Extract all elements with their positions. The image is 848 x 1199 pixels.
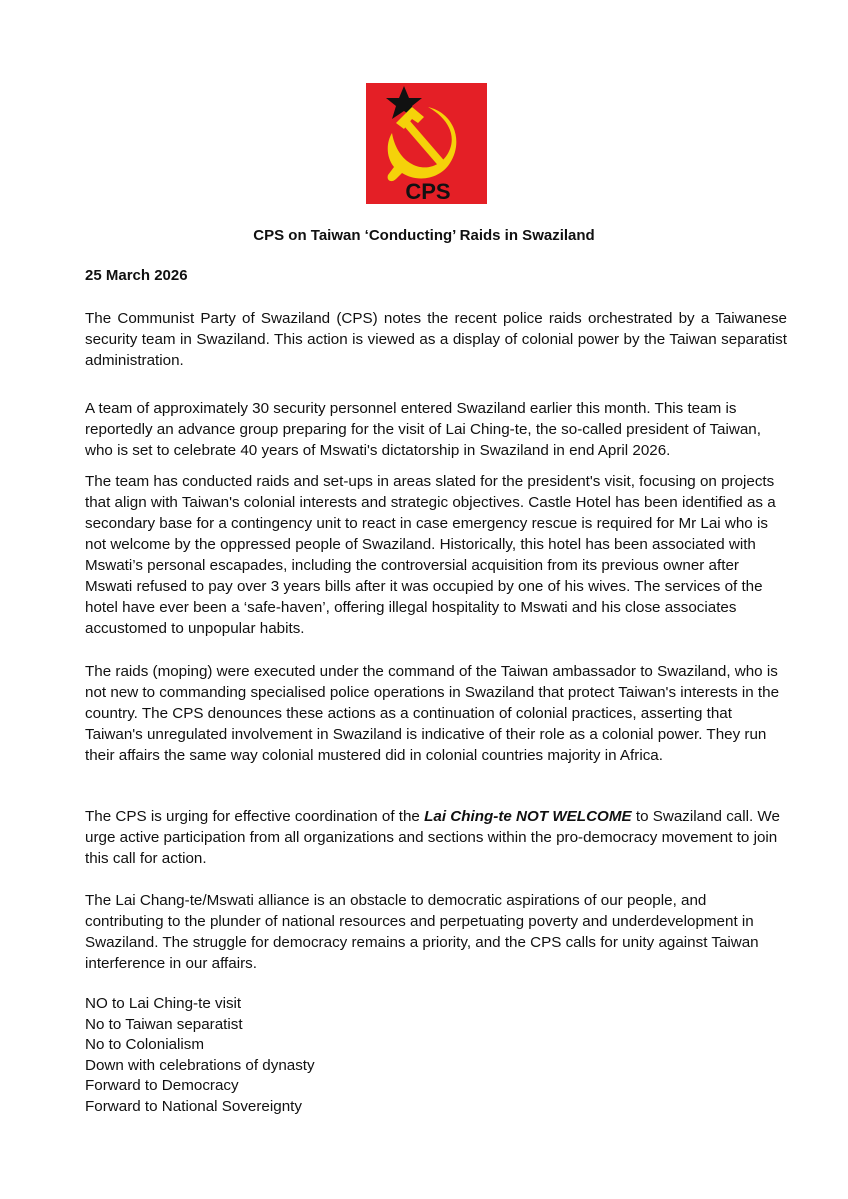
slogan-item: NO to Lai Ching-te visit: [85, 995, 242, 1012]
slogan-item: Down with celebrations of dynasty: [85, 1056, 315, 1074]
slogan-item: No to Colonialism: [85, 1036, 205, 1053]
paragraph-call-to-action: [85, 806, 787, 869]
logo-text: CPS: [405, 179, 451, 204]
paragraph-call-text-before: The CPS is urging for effective coordination of the: [85, 808, 425, 825]
hammer-handle-shape: [404, 121, 448, 170]
slogan-list: [85, 994, 315, 1117]
slogan-item: Forward to Democracy: [85, 1077, 239, 1094]
paragraph-intro: The Communist Party of Swaziland (CPS) notes the recent police raids orchestrated by a Taiwanese security team in Swaziland. This action is viewed as a display of colonial power by the Taiwan separatist administration.: [85, 310, 787, 369]
hammer-and-sickle-icon: [366, 83, 487, 204]
paragraph-security-team: A team of approximately 30 security personnel entered Swaziland earlier this month. This team is reportedly an advance group preparing for the visit of Lai Ching-te, the so-called president of Taiwan, who is set to celebrate 40 years of Mswati's dictatorship in Swaziland in end April 2026.: [85, 400, 761, 459]
document-date: 25 March 2026: [85, 267, 188, 284]
paragraph-alliance: The Lai Chang-te/Mswati alliance is an obstacle to democratic aspirations of our people, and contributing to the plunder of national resources and perpetuating poverty and underdevelopment in Swaziland. The struggle for democracy remains a priority, and the CPS calls for unity against Taiwan interference in our affairs.: [85, 892, 759, 972]
paragraph-call-text-after: to Swaziland call. We urge active participation from all organizations and sections within the pro-democracy movement to join this call for action.: [85, 808, 780, 867]
slogan-item: No to Taiwan separatist: [85, 1015, 243, 1033]
slogan-item: Forward to National Sovereignty: [85, 1097, 302, 1115]
paragraph-ambassador: The raids (moping) were executed under the command of the Taiwan ambassador to Swaziland, who is not new to commanding specialised police operations in Swaziland that protect Taiwan's interests in the country. The CPS denounces these actions as a continuation of colonial practices, asserting that Taiwan's unregulated involvement in Swaziland is indicative of their role as a colonial power. They run their affairs the same way colonial mustered did in colonial countries majority in Africa.: [85, 663, 780, 764]
document-title: CPS on Taiwan ‘Conducting’ Raids in Swaziland: [253, 227, 595, 244]
paragraph-raids: The team has conducted raids and set-ups in areas slated for the president's visit, focusing on projects that align with Taiwan's colonial interests and strategic objectives. Castle Hotel has been identified as a secondary base for a contingency unit to react in case emergency rescue is required for Mr Lai who is not welcome by the oppressed people of Swaziland. Historically, this hotel has been associated with Mswati’s personal escapades, including the controversial acquisition from its previous owner after Mswati refused to pay over 3 years bills after it was occupied by one of his wives. The services of the hotel have ever been a ‘safe-haven’, offering illegal hospitality to Mswati and his close associates accustomed to unpopular habits.: [85, 473, 776, 637]
not-welcome-emphasis: Lai Ching-te NOT WELCOME: [424, 808, 632, 825]
cps-logo: [366, 83, 487, 204]
